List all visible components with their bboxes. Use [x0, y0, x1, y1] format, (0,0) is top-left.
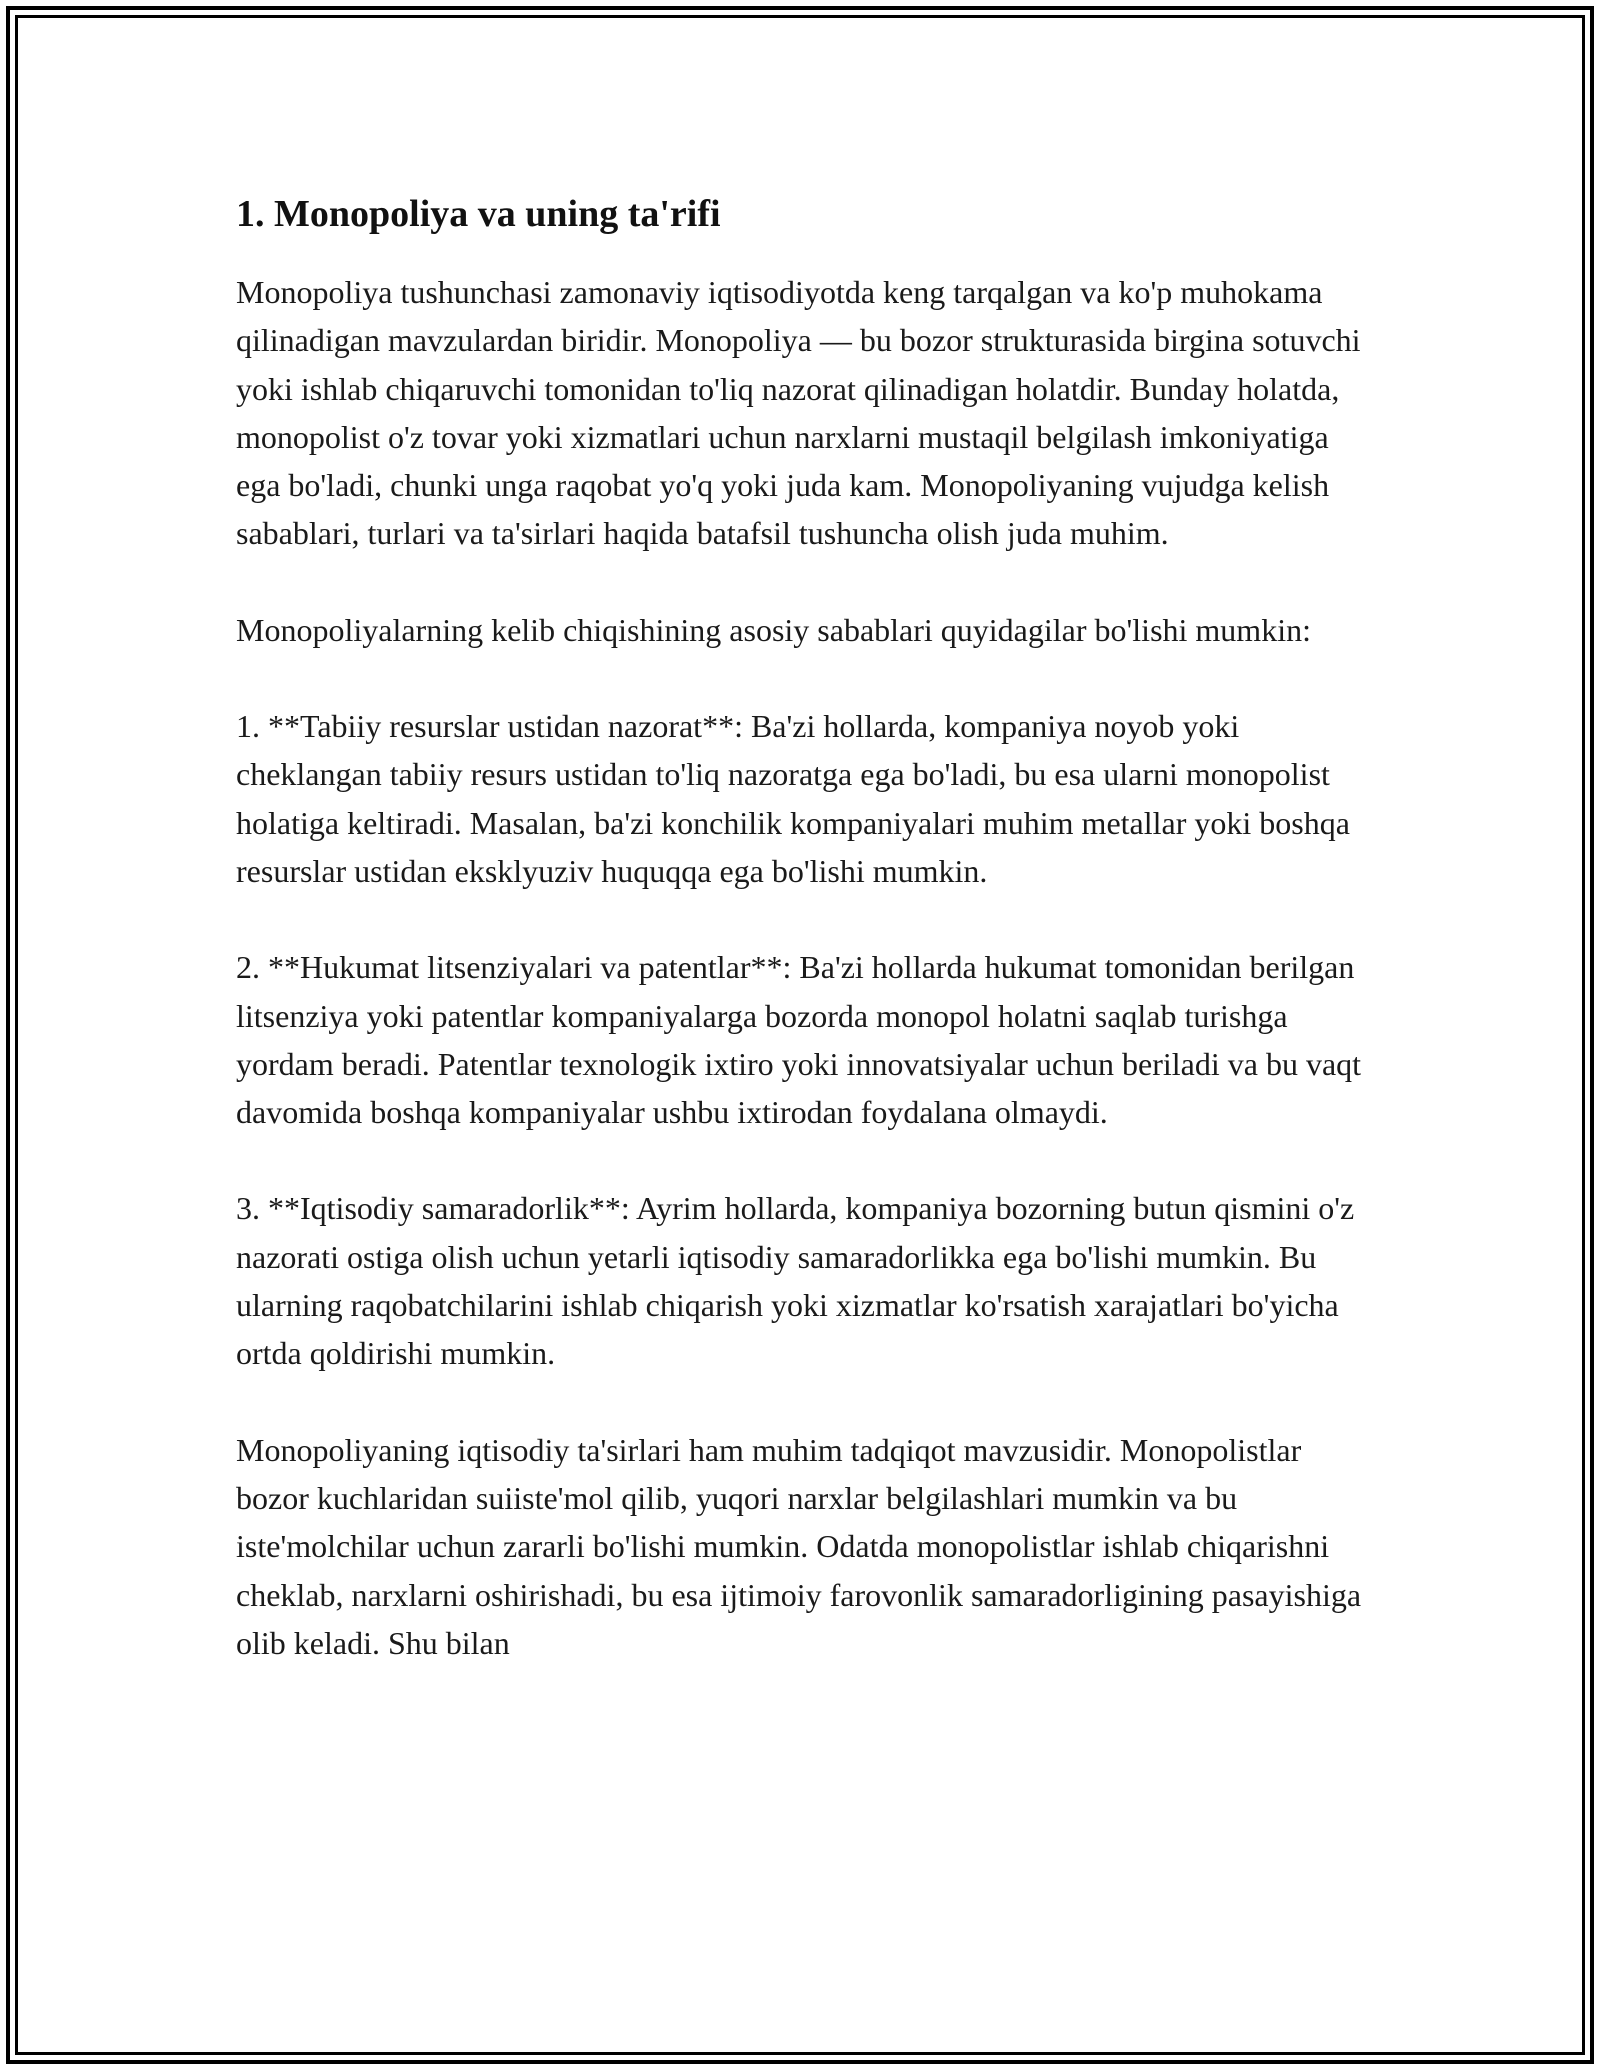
document-body — [236, 186, 1364, 1715]
paragraph-economic-effects: Monopoliyaning iqtisodiy ta'sirlari ham muhim tadqiqot mavzusidir. Monopolistlar bozor kuchlaridan suiiste'mol qilib, yuqori narxlar belgilashlari mumkin va bu iste'molchilar uchun zararli bo'lishi mumkin. Odatda monopolistlar ishlab chiqarishni cheklab, narxlarni oshirishadi, bu esa ijtimoiy farovonlik samaradorligining pasayishiga olib keladi. Shu bilan — [236, 1431, 1362, 1661]
paragraph-cause-licenses-patents: 2. **Hukumat litsenziyalari va patentlar**: Ba'zi hollarda hukumat tomonidan berilgan litsenziya yoki patentlar kompaniyalarga bozorda monopol holatni saqlab turishga yordam beradi. Patentlar texnologik ixtiro yoki innovatsiyalar uchun beriladi va bu vaqt davomida boshqa kompaniyalar ushbu ixtirodan foydalana olmaydi. — [236, 949, 1362, 1131]
section-heading: 1. Monopoliya va uning ta'rifi — [236, 193, 721, 235]
paragraph-cause-natural-resources: 1. **Tabiiy resurslar ustidan nazorat**: Ba'zi hollarda, kompaniya noyob yoki cheklangan tabiiy resurs ustidan to'liq nazoratga ega bo'ladi, bu esa ularni monopolist holatiga keltiradi. Masalan, ba'zi konchilik kompaniyalari muhim metallar yoki boshqa resurslar ustidan eksklyuziv huquqqa ega bo'lishi mumkin. — [236, 708, 1350, 889]
paragraph-intro: Monopoliya tushunchasi zamonaviy iqtisodiyotda keng tarqalgan va ko'p muhokama qilinadigan mavzulardan biridir. Monopoliya — bu bozor strukturasida birgina sotuvchi yoki ishlab chiqaruvchi tomonidan to'liq nazorat qilinadigan holatdir. Bunday holatda, monopolist o'z tovar yoki xizmatlari uchun narxlarni mustaqil belgilash imkoniyatiga ega bo'ladi, chunki unga raqobat yo'q yoki juda kam. Monopoliyaning vujudga kelish sabablari, turlari va ta'sirlari haqida batafsil tushuncha olish juda muhim. — [236, 274, 1361, 552]
paragraph-causes-intro: Monopoliyalarning kelib chiqishining asosiy sabablari quyidagilar bo'lishi mumkin: — [236, 611, 1311, 648]
paragraph-cause-economic-efficiency: 3. **Iqtisodiy samaradorlik**: Ayrim hollarda, kompaniya bozorning butun qismini o'z nazorati ostiga olish uchun yetarli iqtisodiy samaradorlikka ega bo'lishi mumkin. Bu ularning raqobatchilarini ishlab chiqarish yoki xizmatlar ko'rsatish xarajatlari bo'yicha ortda qoldirishi mumkin. — [236, 1190, 1355, 1372]
